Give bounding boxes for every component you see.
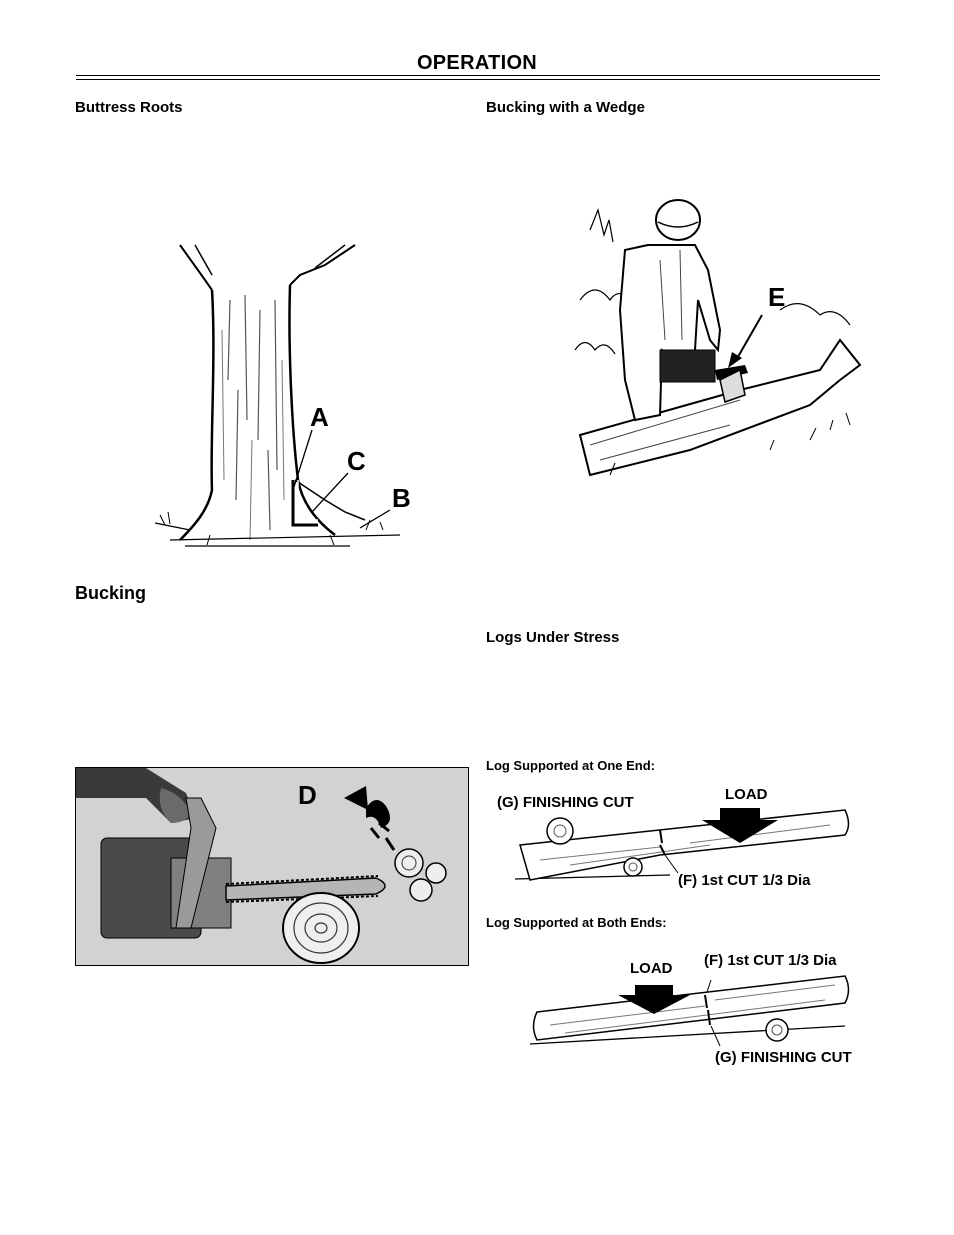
label-a: A <box>310 402 329 432</box>
label-c: C <box>347 446 366 476</box>
header-rule <box>76 75 880 76</box>
label-b: B <box>392 483 411 513</box>
bucking-heading: Bucking <box>75 583 147 603</box>
both-ends-load-label: LOAD <box>630 960 673 977</box>
bucking-photo-art <box>76 768 468 965</box>
logs-under-stress-heading: Logs Under Stress <box>486 629 620 646</box>
label-d: D <box>298 780 317 810</box>
one-end-finishing-cut-label: (G) FINISHING CUT <box>497 794 634 811</box>
both-ends-finishing-cut-label: (G) FINISHING CUT <box>715 1049 852 1066</box>
log-both-ends-diagram <box>525 970 860 1050</box>
both-ends-heading: Log Supported at Both Ends: <box>486 915 667 930</box>
header-rule-thin <box>76 79 880 80</box>
bucking-wedge-heading: Bucking with a Wedge <box>486 99 645 116</box>
label-e: E <box>768 282 786 312</box>
page-title: OPERATION <box>416 52 538 74</box>
buttress-roots-heading: Buttress Roots <box>75 99 183 116</box>
bucking-wedge-illustration <box>570 190 870 480</box>
both-ends-first-cut-label: (F) 1st CUT 1/3 Dia <box>704 952 837 969</box>
one-end-heading: Log Supported at One End: <box>486 758 655 773</box>
bucking-photo <box>75 767 469 966</box>
log-one-end-diagram <box>510 805 855 885</box>
one-end-load-label: LOAD <box>725 786 768 803</box>
one-end-first-cut-label: (F) 1st CUT 1/3 Dia <box>678 872 811 889</box>
buttress-roots-illustration <box>150 240 410 560</box>
